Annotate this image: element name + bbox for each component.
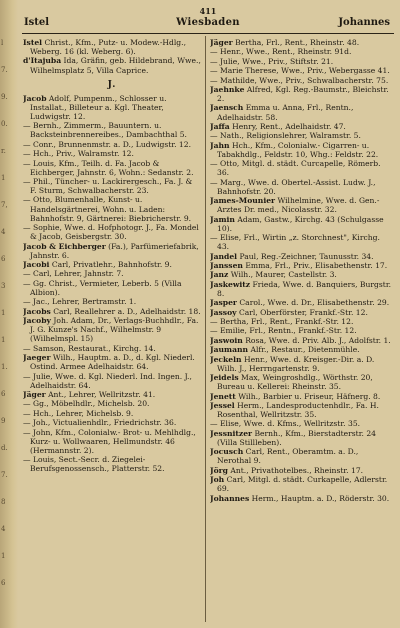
directory-entry [23,149,201,158]
directory-entry [210,345,394,354]
directory-entry [23,344,201,353]
entry-details: Adolf, Pumpenm., Schlosser u. Installat., Billeteur a. Kgl. Theater, Ludwigstr. 12. [30,93,167,121]
entry-surname: James-Mounier [210,196,276,206]
directory-entry [210,38,394,47]
entry-surname: Jocusch [210,447,244,457]
directory-entry [23,279,201,297]
entry-details: — Carl, Lehrer, Jahnstr. 7. [23,269,124,279]
edge-mark: r. [1,147,6,155]
directory-entry [23,94,201,121]
entry-details: — Louis, Kfm., Teilh. d. Fa. Jacob & Eichberger, Jahnstr. 6, Wohn.: Sedanstr. 2. [23,158,194,177]
edge-mark: 6 [1,390,6,398]
entry-details: Paul, Reg.-Zeichner, Taunusstr. 34. [237,251,374,261]
entry-surname: Jacob [23,93,47,103]
entry-details: — Elise, Frl., Wirtin „z. Storchnest", Kirchg. 43. [210,233,380,252]
entry-surname: Jacob & Eichberger [23,241,106,251]
entry-details: Joh. Adam, Dr., Verlags-Buchhdlr., Fa. J. G. Kunze's Nachf., Wilhelmstr. 9 (Wilhelmspl. 15) [30,316,199,344]
directory-entry [210,373,394,391]
directory-entry [210,57,394,66]
directory-entry [210,215,394,233]
entry-details: — Hch., Lehrer, Michelsb. 9. [23,408,134,418]
edge-mark: 7. [1,66,8,74]
directory-entry [210,85,394,103]
directory-entry [23,455,201,473]
entry-surname: Janssen [210,261,243,270]
directory-entry [210,196,394,214]
page-header [20,4,396,36]
directory-entry [23,316,201,343]
entry-details: Carl, Rent., Oberamtm. a. D., Nerothal 9. [217,447,359,466]
entry-details: — Jac., Lehrer, Bertramstr. 1. [23,297,137,307]
entry-details: — Marg., Wwe. d. Obertel.-Assist. Ludw. J., Bahnhofstr. 20. [210,177,376,196]
entry-details: Carol., Wwe. d. Dr., Elisabethenstr. 29. [236,298,390,308]
directory-entry [23,242,201,260]
entry-details: Hch., Kfm., Colonialw.- Cigarren- u. Tabakhdlg., Feldstr. 10, Whg.: Feldstr. 22. [217,140,379,159]
directory-entry [210,447,394,465]
entry-details: Wilh., Hauptm. a. D., d. Kgl. Niederl. Ostind. Armee Adelhaidstr. 64. [30,353,195,372]
directory-entry [210,317,394,326]
entry-details: Frieda, Wwe. d. Banquiers, Burgstr. 8. [217,279,392,298]
directory-entry [23,140,201,149]
entry-details: — Gg., Möbelhdlr., Michelsb. 20. [23,399,150,409]
entry-details: Herm., Landesproductenhdlr., Fa. H. Rosenthal, Wellritzstr. 35. [217,400,379,420]
directory-entry [210,298,394,307]
directory-entry [210,233,394,251]
column-divider [205,36,206,622]
directory-entry [23,159,201,177]
directory-entry [210,103,394,121]
edge-mark: 8 [1,498,6,506]
header-rule [22,33,394,34]
directory-entry [23,121,201,139]
directory-entry [210,401,394,419]
entry-details: Carl, Mitgl. d. städt. Curkapelle, Adlerstr. 69. [217,475,388,494]
entry-details: Emma u. Anna, Frl., Rentn., Adelhaidstr. 58. [217,103,354,122]
entry-details: — Conr., Brunnenmstr. a. D., Ludwigstr. 12. [23,139,192,149]
page-number: 411 [199,6,217,16]
entry-surname: Jäger [23,390,46,400]
entry-details: — Julie, Wwe., Priv., Stiftstr. 21. [210,56,334,66]
directory-entry [23,372,201,390]
header-city: Wiesbaden [176,17,240,28]
edge-mark: 1 [1,309,6,317]
entry-details: Alfr., Restaur., Dietenmühle. [248,345,360,355]
edge-mark: 4 [1,525,6,533]
directory-entry [210,261,394,270]
edge-mark: 1. [1,363,8,371]
directory-entry [210,47,394,56]
entry-surname: Jahn [210,140,230,150]
directory-entry [210,252,394,261]
entry-details: — Hch., Priv., Walramstr. 12. [23,149,134,159]
entry-surname: Joh [210,475,225,485]
directory-entry [210,326,394,335]
directory-entry [210,122,394,131]
entry-details: Wilh., Maurer, Castellstr. 3. [228,270,337,280]
entry-details: Emma, Frl., Priv., Elisabethenstr. 17. [242,261,388,270]
entry-details: — Julie, Wwe. d. Kgl. Niederl. Ind. Ingen. J., Adelhaidstr. 64. [23,371,192,390]
entry-surname: Jaffa [210,121,230,131]
directory-entry [23,307,201,316]
entry-surname: Jacobi [23,260,50,270]
directory-entry [210,419,394,428]
entry-details: (Fa.), Parfümeriefabrik, Jahnstr. 6. [30,241,199,260]
edge-mark: 1 [1,552,6,560]
directory-entry [210,270,394,279]
entry-details: — Marie Therese, Wwe., Priv., Webergasse 41. [210,66,390,76]
directory-entry [23,223,201,241]
entry-details: Herm., Hauptm. a. D., Röderstr. 30. [249,493,390,503]
entry-surname: Jacoby [23,316,51,326]
directory-entry [23,409,201,418]
entry-surname: Jasper [210,298,237,308]
directory-entry [210,178,394,196]
entry-details: Max, Weingroshdlg., Wörthstr. 20, Bureau u. Kellerei: Rheinstr. 35. [217,373,373,392]
directory-entry [23,38,201,56]
entry-details: Henry, Rent., Adelhaidstr. 47. [229,121,346,131]
directory-entry [210,141,394,159]
entry-details: Alfred, Kgl. Reg.-Baumstr., Bleichstr. 2. [217,84,389,104]
scan-edge [0,0,18,628]
edge-mark: 9. [1,93,8,101]
entry-details: — Henr., Wwe., Rent., Rheinstr. 91d. [210,47,352,57]
entry-details: Carl, Reallehrer a. D., Adelhaidstr. 18. [50,306,201,316]
entry-details: — Sophie, Wwe. d. Hofphotogr. J., Fa. Mondel & Jacob, Geisbergstr. 30. [23,223,199,242]
entry-surname: Jassoy [210,307,237,317]
entry-surname: Jenett [210,391,236,401]
directory-entry [210,355,394,373]
edge-mark: 0. [1,120,8,128]
entry-surname: Jäger [210,38,233,47]
edge-mark: 7, [1,201,8,209]
edge-mark: 6 [1,255,6,263]
entry-surname: Jaswoin [210,335,243,345]
directory-entry [23,390,201,399]
right-column [210,38,394,622]
entry-surname: Jeidels [210,373,239,383]
entry-surname: Johannes [210,493,250,503]
entry-details: — Emilie, Frl., Rentn., Frankf.-Str. 12. [210,326,357,336]
entry-surname: Jaensch [210,103,244,113]
entry-details: Carl, Oberförster, Frankf.-Str. 12. [236,307,368,317]
entry-details: Carl, Privatlehr., Bahnhofstr. 9. [49,260,172,270]
entry-surname: Jessel [210,400,235,410]
directory-entry [23,353,201,371]
header-left-keyword: Istel [24,17,50,28]
entry-details: — Samson, Restaurat., Kirchg. 14. [23,343,156,353]
entry-surname: Janz [210,270,229,280]
entry-details: — Bertha, Frl., Rent., Frankf.-Str. 12. [210,317,354,327]
directory-entry [210,66,394,75]
entry-details: Adam, Gastw., Kirchg. 43 (Schulgasse 10). [217,214,384,233]
entry-surname: d'Itajuba [23,56,62,66]
entry-details: Rosa, Wwe. d. Priv. Alb. J., Adolfstr. 1. [242,335,391,345]
entry-surname: Jacobs [23,306,51,316]
entry-details: — Otto, Mitgl. d. städt. Curcapelle, Römerb. 36. [210,159,381,178]
edge-mark: 3 [1,282,6,290]
header-right-keyword: Johannes [338,17,390,28]
entry-details: — Mathilde, Wwe., Priv., Schwalbacherstr. 75. [210,75,389,85]
directory-entry [210,159,394,177]
directory-entry [23,269,201,278]
directory-entry [210,392,394,401]
directory-entry [210,76,394,85]
entry-details: Bertha, Frl., Rent., Rheinstr. 48. [232,38,360,47]
entry-details: Wilhelmine, Wwe. d. Gen.-Arztes Dr. med., Nicolasstr. 32. [217,196,380,215]
edge-mark: l [1,39,4,47]
edge-mark: 1 [1,174,6,182]
directory-page [20,4,396,624]
entry-surname: Jeckeln [210,354,242,364]
entry-details: — Joh., Victualienhdlr., Friedrichstr. 36. [23,418,177,428]
entry-details: Christ., Kfm., Putz- u. Modew.-Hdlg., Weberg. 16 (kl. Weberg. 6). [30,38,186,57]
entry-details: — Nath., Religionslehrer, Walramstr. 5. [210,131,361,141]
directory-entry [210,131,394,140]
directory-entry [23,428,201,455]
directory-entry [210,429,394,447]
directory-entry [23,195,201,222]
edge-mark: d. [1,444,8,452]
directory-entry [23,56,201,74]
entry-surname: Jaeger [23,353,51,363]
directory-entry [23,297,201,306]
section-letter: J. [107,79,117,90]
left-column [23,38,201,622]
entry-details: — Elise, Wwe. d. Kfms., Wellritzstr. 35. [210,419,361,429]
directory-entry [23,260,201,269]
directory-entry [23,418,201,427]
entry-surname: Jaehnke [210,84,245,94]
entry-surname: Jamin [210,214,235,224]
edge-mark: 9 [1,417,6,425]
directory-entry [210,466,394,475]
entry-details: — Bernh., Zimmerm., Bauuntern. u. Backsteinbrennereibes., Dambachthal 5. [23,121,187,140]
entry-details: Henr., Wwe. d. Kreisger.-Dir. a. D. Wilh. J., Herrngartenstr. 9. [217,354,375,373]
directory-entry [23,399,201,408]
entry-details: — John, Kfm., Colonialw.- Brot- u. Mehlhdlg., Kurz- u. Wollwaaren, Hellmundstr. 46 (Hermannstr. 2). [23,427,196,455]
directory-entry [210,280,394,298]
entry-surname: Jörg [210,465,228,475]
entry-details: Ant., Lehrer, Wellritzstr. 41. [45,390,156,400]
entry-details: Bernh., Kfm., Bierstadterstr. 24 (Villa Stillleben). [217,428,376,447]
entry-details: Ida, Gräfin, geb. Hildebrand, Wwe., Wilhelmsplatz 5, Villa Caprice. [30,56,201,75]
directory-entry [210,336,394,345]
entry-surname: Jaumann [210,345,249,355]
edge-mark: 7. [1,471,8,479]
entry-surname: Istel [23,38,43,47]
entry-details: Wilh., Barbier u. Friseur, Häfnerg. 8. [235,391,381,401]
edge-mark: 4 [1,228,6,236]
entry-details: — Gg. Christ., Vermieter, Leberb. 5 (Villa Albion). [23,278,182,297]
edge-mark: 6 [1,579,6,587]
entry-details: — Louis, Sect.-Secr. d. Ziegelei-Berufsgenossensch., Platterstr. 52. [23,455,165,474]
entry-details: — Phil., Tüncher- u. Lackirergesch., Fa. J. & F. Sturm, Schwalbacherstr. 23. [23,177,193,196]
edge-mark: 1 [1,336,6,344]
directory-entry [23,177,201,195]
entry-surname: Jaskewitz [210,279,251,289]
directory-entry [210,475,394,493]
entry-surname: Jessnitzer [210,428,253,438]
directory-entry [210,308,394,317]
entry-surname: Jandel [210,251,238,261]
entry-details: Ant., Privathotelbes., Rheinstr. 17. [227,465,364,475]
directory-entry [210,494,394,503]
entry-details: — Otto, Blumenhalle, Kunst- u. Handelsgärtnerei, Wohn. u. Laden: Bahnhofstr. 9, Gärtnerei: Biebricherstr. 9. [23,195,192,223]
